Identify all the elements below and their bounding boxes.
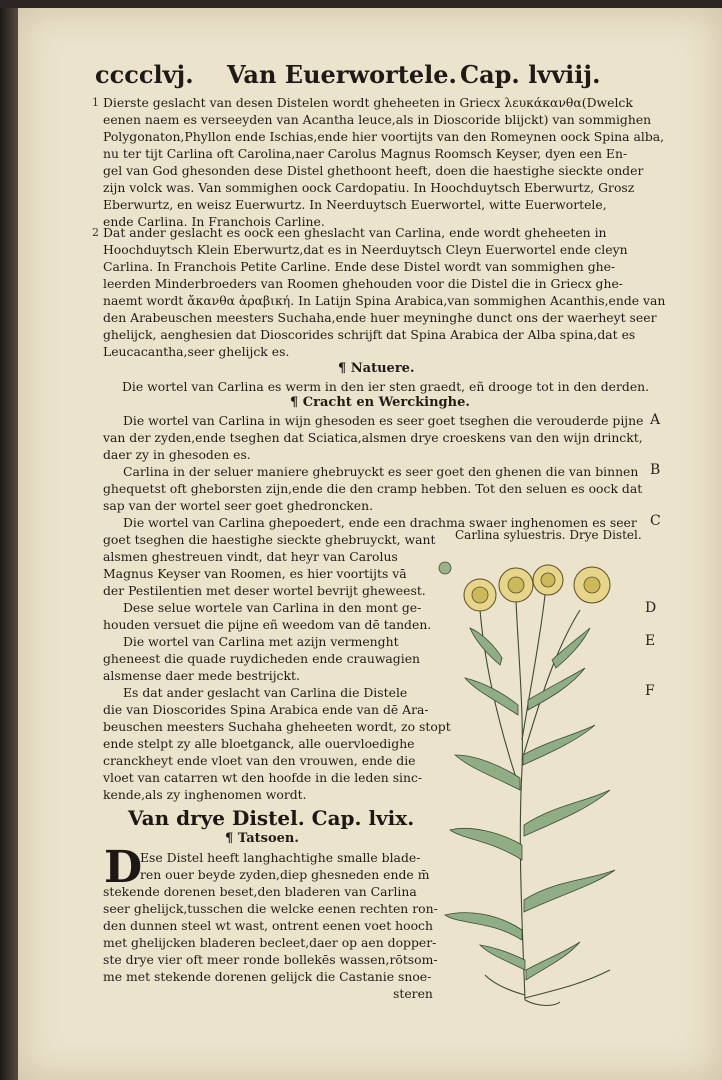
- text-line: eenen naem es verseeyden van Acantha leuce,als in Dioscoride blijckt) van sommighen: [103, 112, 652, 127]
- text-line: seer ghelijck,tusschen die welcke eenen rechten ron-: [103, 901, 438, 916]
- text-line: Magnus Keyser van Roomen, es hier voortijts vā: [103, 566, 407, 581]
- text-line: me met stekende dorenen gelijck die Castanie snoe-: [103, 969, 432, 984]
- text-line: Die wortel van Carlina met azijn vermenght: [123, 634, 399, 649]
- text-line: Leucacantha,seer ghelijck es.: [103, 344, 290, 359]
- margin-letter-d: D: [645, 600, 657, 616]
- text-line: leerden Minderbroeders van Roomen ghehouden voor die Distel die in Griecx ghe-: [103, 276, 623, 291]
- text-line: Es dat ander geslacht van Carlina die Distele: [123, 685, 408, 700]
- illustration-caption: Carlina syluestris. Drye Distel.: [455, 528, 642, 542]
- text-line: met ghelijcken bladeren becleet,daer op aen dopper-: [103, 935, 437, 950]
- tatsoen-dropcap-lines: [140, 849, 429, 883]
- text-line: die van Dioscorides Spina Arabica ende van dē Ara-: [103, 702, 429, 717]
- margin-letter-f: F: [645, 683, 655, 699]
- tatsoen-heading: ¶ Tatsoen.: [225, 831, 299, 846]
- text-line: ste drye vier oft meer ronde bollekēs wassen,rōtsom-: [103, 952, 438, 967]
- text-line: Carlina in der seluer maniere ghebruyckt es seer goet den ghenen die van binnen: [123, 464, 639, 479]
- text-line: kende,als zy inghenomen wordt.: [103, 787, 307, 802]
- text-line: steren: [393, 986, 433, 1001]
- margin-letter-a: A: [650, 412, 661, 428]
- text-line: naemt wordt ἄκανθα ἀραβική. In Latijn Spina Arabica,van sommighen Acanthis,ende van: [103, 293, 666, 308]
- text-line: Eberwurtz, en weisz Euerwurtz. In Neerduytsch Euerwortel, witte Euerwortele,: [103, 197, 607, 212]
- natuere-text: Die wortel van Carlina es werm in den ier sten graedt, eñ drooge tot in den derden.: [122, 379, 650, 394]
- text-line: beuschen meesters Suchaha gheheeten wordt, zo stopt: [103, 719, 451, 734]
- text-line: alsmen ghestreuen vindt, dat heyr van Carolus: [103, 549, 398, 564]
- paragraph-second-kind: [103, 224, 666, 360]
- natuere-heading: ¶ Natuere.: [338, 361, 415, 376]
- text-line: ende stelpt zy alle bloetganck, alle ouervloedighe: [103, 736, 415, 751]
- text-line: stekende dorenen beset,den bladeren van Carlina: [103, 884, 417, 899]
- text-line: alsmense daer mede bestrijckt.: [103, 668, 300, 683]
- text-line: Die wortel van Carlina ghepoedert, ende een drachma swaer inghenomen es seer: [123, 515, 637, 530]
- text-line: ren ouer beyde zyden,diep ghesneden ende m̄: [140, 867, 430, 882]
- text-line: sap van der wortel seer goet ghedroncken.: [103, 498, 374, 513]
- book-spine-edge: [0, 8, 20, 1080]
- section-number-2: 2: [92, 226, 99, 239]
- text-line: vloet van catarren wt den hoofde in die leden sinc-: [103, 770, 423, 785]
- text-line: daer zy in ghesoden es.: [103, 447, 251, 462]
- text-line: ende Carlina. In Franchois Carline.: [103, 214, 325, 229]
- text-line: Dat ander geslacht es oock een gheslacht van Carlina, ende wordt gheheeten in: [103, 225, 607, 240]
- text-line: van der zyden,ende tseghen dat Sciatica,alsmen drye croeskens van den wijn drinckt,: [103, 430, 643, 445]
- section-number-1: 1: [92, 96, 99, 109]
- text-line: Dese selue wortele van Carlina in den mont ge-: [123, 600, 422, 615]
- chapter-number: Cap. lvviij.: [460, 60, 601, 89]
- text-line: ghelijck, aenghesien dat Dioscorides schrijft dat Spina Arabica der Alba spina,dat es: [103, 327, 636, 342]
- text-line: Die wortel van Carlina in wijn ghesoden es seer goet tseghen die verouderde pijne: [123, 413, 644, 428]
- tatsoen-text: [103, 883, 438, 1002]
- text-line: nu ter tijt Carlina oft Carolina,naer Carolus Magnus Roomsch Keyser, dyen een En-: [103, 146, 628, 161]
- margin-letter-c: C: [650, 513, 661, 529]
- cracht-upper-block: [103, 412, 643, 531]
- cracht-heading: ¶ Cracht en Werckinghe.: [290, 395, 470, 410]
- text-line: Hoochduytsch Klein Eberwurtz,dat es in Neerduytsch Cleyn Euerwortel ende cleyn: [103, 242, 628, 257]
- page-header: [95, 60, 695, 94]
- drop-cap: D: [104, 842, 143, 893]
- cracht-narrow-block: [103, 531, 451, 803]
- text-line: den Arabeuschen meesters Suchaha,ende huer meyninghe dunct ons der waerheyt seer: [103, 310, 657, 325]
- text-line: gheneest die quade ruydicheden ende crauwagien: [103, 651, 421, 666]
- text-line: cranckheyt ende vloet van den vrouwen, ende die: [103, 753, 416, 768]
- text-line: gel van God ghesonden dese Distel ghethoont heeft, doen die haestighe sieckte onder: [103, 163, 644, 178]
- text-line: Dierste geslacht van desen Distelen wordt gheheeten in Griecx λευκάκανθα(Dwelck: [103, 95, 633, 110]
- text-line: Polygonaton,Phyllon ende Ischias,ende hier voortijts van den Romeynen oock Spina alba,: [103, 129, 665, 144]
- text-line: ghequetst oft gheborsten zijn,ende die den cramp hebben. Tot den seluen es oock dat: [103, 481, 643, 496]
- text-line: goet tseghen die haestighe sieckte ghebruyckt, want: [103, 532, 436, 547]
- text-line: houden versuet die pijne eñ weedom van dē tanden.: [103, 617, 432, 632]
- text-line: den dunnen steel wt wast, ontrent eenen voet hooch: [103, 918, 433, 933]
- text-line: der Pestilentien met deser wortel bevrijt gheweest.: [103, 583, 426, 598]
- chapter-heading-drye-distel: Van drye Distel. Cap. lvix.: [128, 806, 415, 830]
- text-line: Carlina. In Franchois Petite Carline. Ende dese Distel wordt van sommighen ghe-: [103, 259, 616, 274]
- text-line: zijn volck was. Van sommighen oock Cardopatiu. In Hoochduytsch Eberwurtz, Grosz: [103, 180, 635, 195]
- thistle-illustration: [430, 540, 650, 1010]
- text-line: Ese Distel heeft langhachtighe smalle blade-: [140, 850, 421, 865]
- running-title: Van Euerwortele.: [227, 60, 457, 89]
- flower-heads: [439, 562, 610, 611]
- margin-letter-b: B: [650, 462, 661, 478]
- folio-number: cccclvj.: [95, 60, 194, 89]
- margin-letter-e: E: [645, 633, 656, 649]
- paragraph-first-kind: [103, 94, 665, 230]
